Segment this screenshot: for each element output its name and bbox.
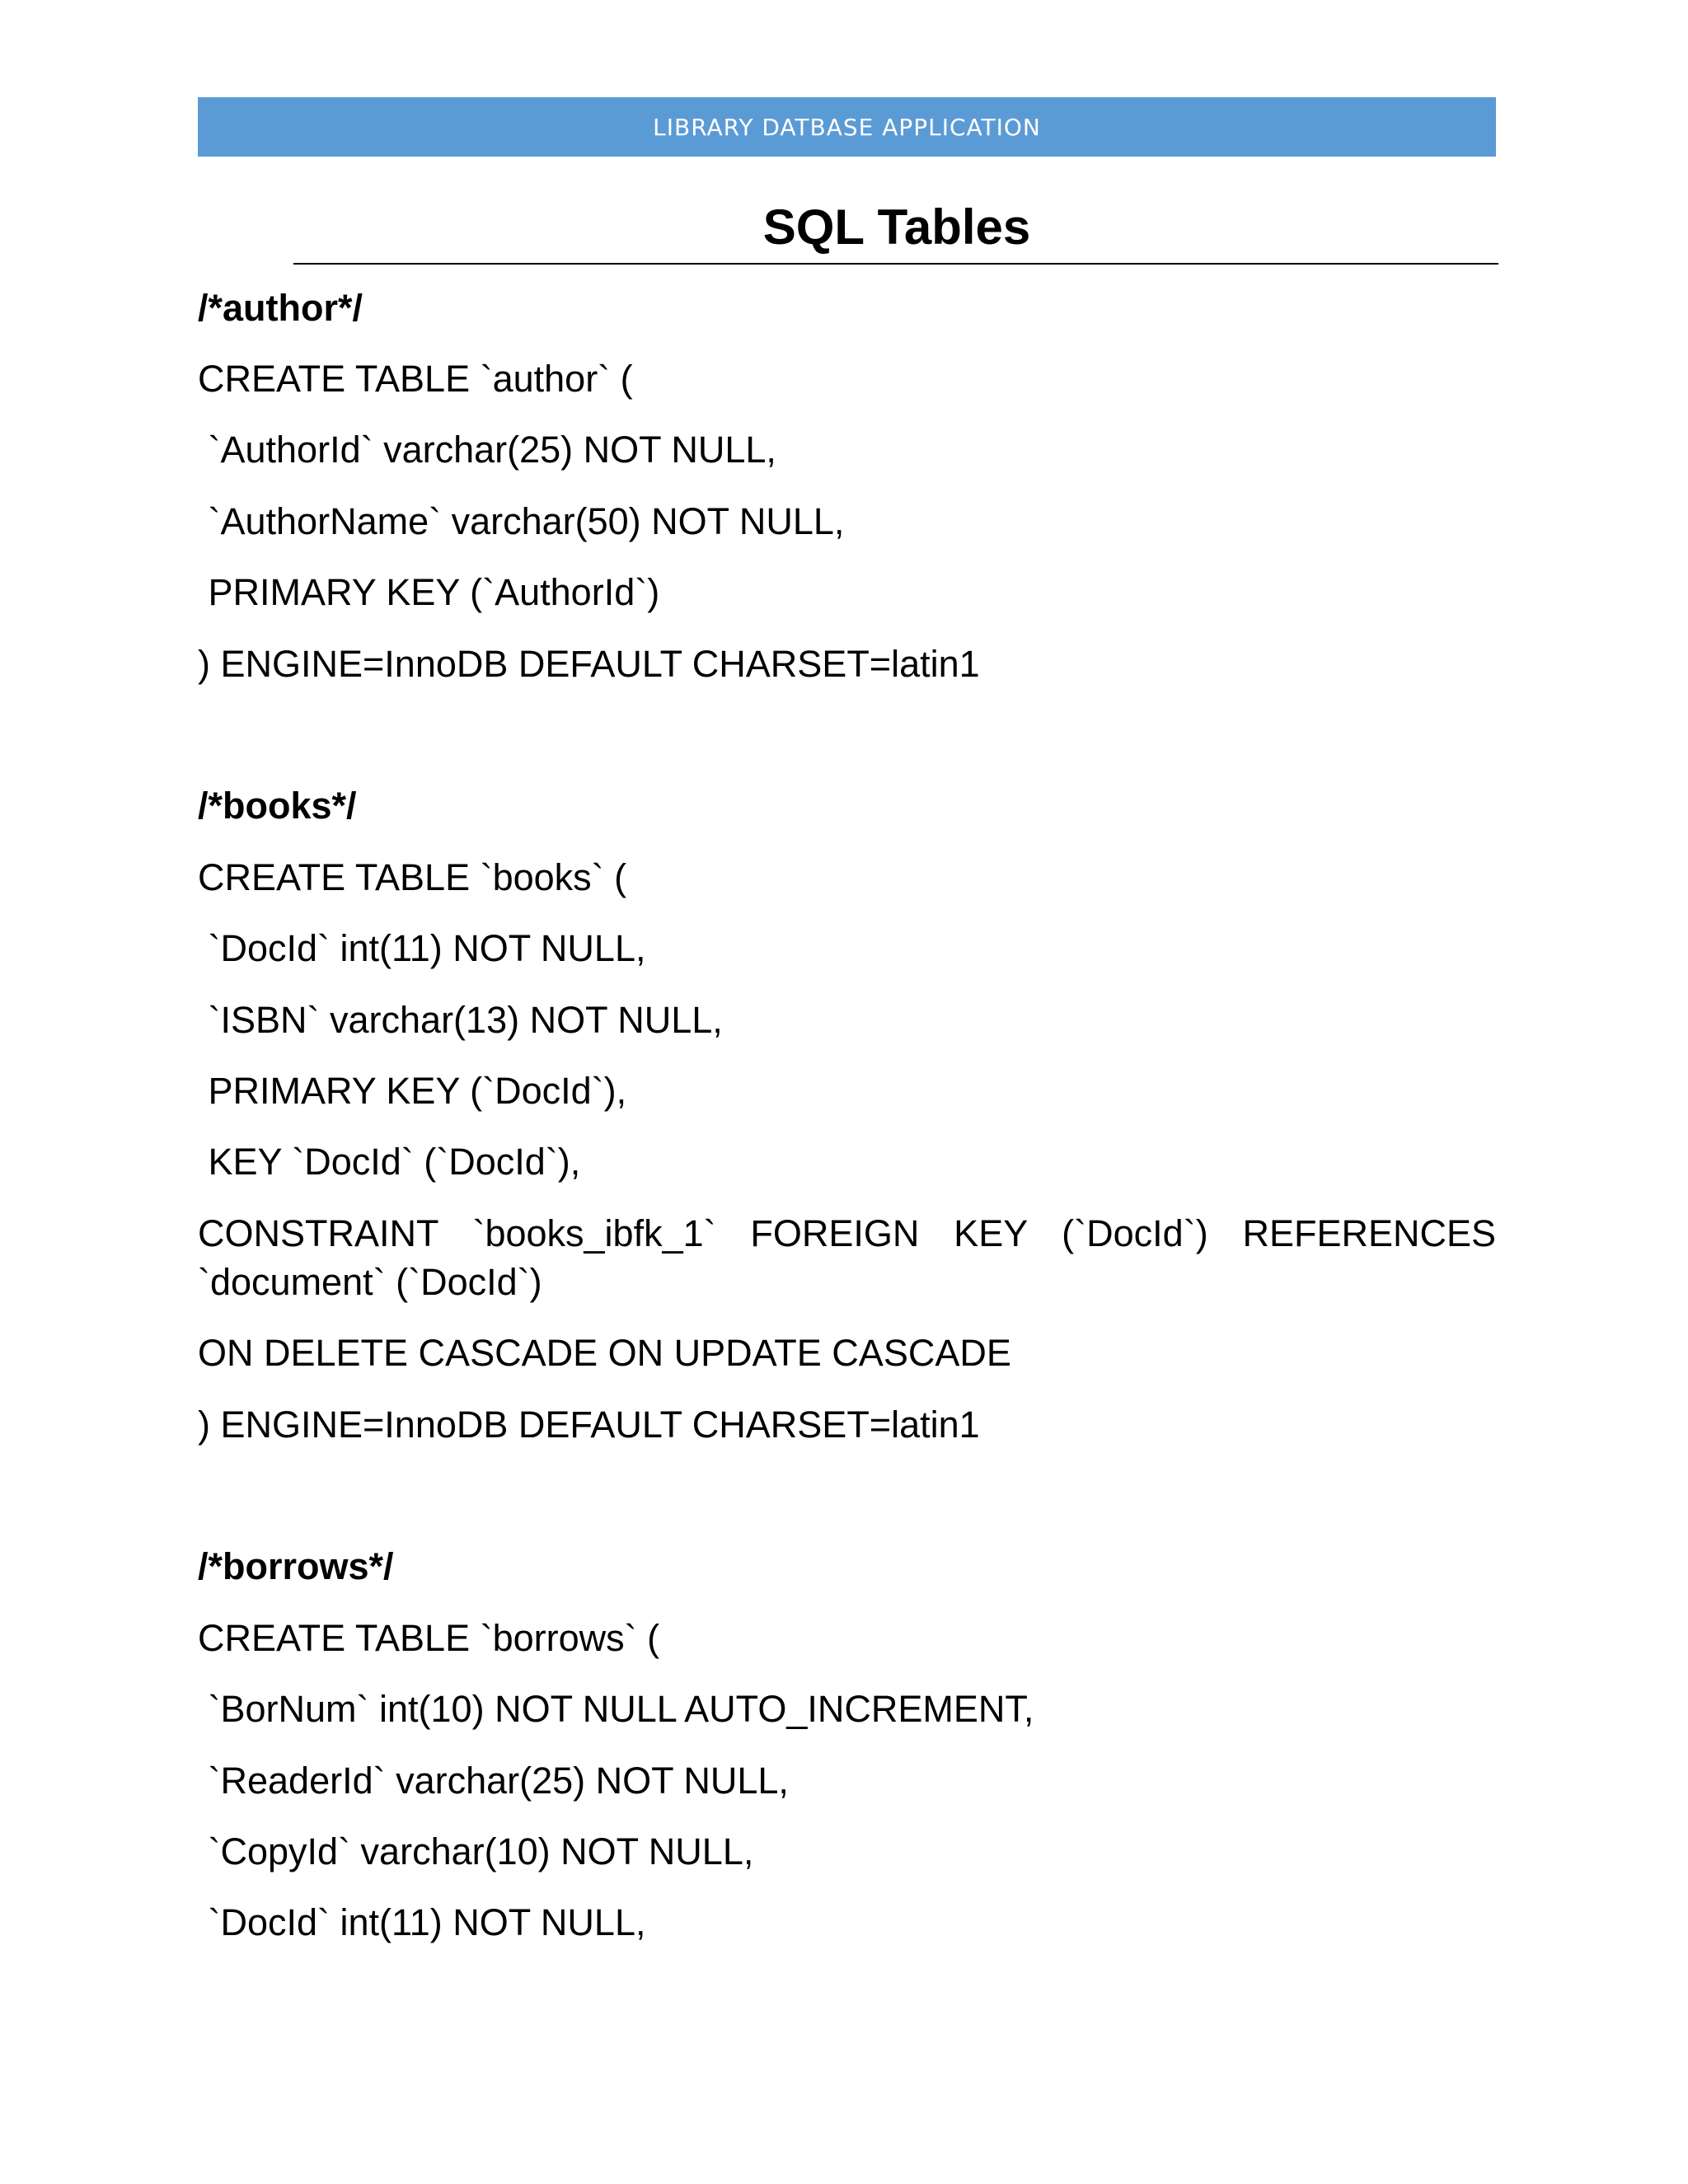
sql-line: `AuthorId` varchar(25) NOT NULL, [198, 429, 776, 471]
title-underline [293, 263, 1498, 265]
sql-line: `BorNum` int(10) NOT NULL AUTO_INCREMENT, [198, 1688, 1034, 1730]
sql-line: `document` (`DocId`) [198, 1261, 542, 1303]
sql-line: `ISBN` varchar(13) NOT NULL, [198, 999, 723, 1041]
section-comment-author: /*author*/ [198, 287, 363, 329]
sql-line: `ReaderId` varchar(25) NOT NULL, [198, 1760, 789, 1802]
sql-line: `DocId` int(11) NOT NULL, [198, 927, 646, 969]
header-banner [198, 97, 1496, 157]
sql-line: CREATE TABLE `books` ( [198, 856, 627, 898]
sql-line: PRIMARY KEY (`AuthorId`) [198, 571, 660, 613]
sql-line: ) ENGINE=InnoDB DEFAULT CHARSET=latin1 [198, 1404, 980, 1446]
sql-line: `AuthorName` varchar(50) NOT NULL, [198, 500, 845, 542]
sql-line: KEY `DocId` (`DocId`), [198, 1141, 581, 1183]
header-banner-text: LIBRARY DATBASE APPLICATION [653, 113, 1041, 141]
section-comment-books: /*books*/ [198, 785, 357, 827]
sql-line: `DocId` int(11) NOT NULL, [198, 1901, 646, 1943]
sql-line: CONSTRAINT `books_ibfk_1` FOREIGN KEY (`DocId`) REFERENCES [198, 1212, 1496, 1254]
sql-line: `CopyId` varchar(10) NOT NULL, [198, 1830, 754, 1872]
sql-line: CREATE TABLE `author` ( [198, 358, 633, 400]
sql-line: ON DELETE CASCADE ON UPDATE CASCADE [198, 1332, 1011, 1374]
sql-line: CREATE TABLE `borrows` ( [198, 1617, 660, 1659]
page-title: SQL Tables [762, 199, 1031, 255]
sql-line: ) ENGINE=InnoDB DEFAULT CHARSET=latin1 [198, 643, 980, 685]
sql-line: PRIMARY KEY (`DocId`), [198, 1070, 627, 1112]
section-comment-borrows: /*borrows*/ [198, 1545, 394, 1587]
